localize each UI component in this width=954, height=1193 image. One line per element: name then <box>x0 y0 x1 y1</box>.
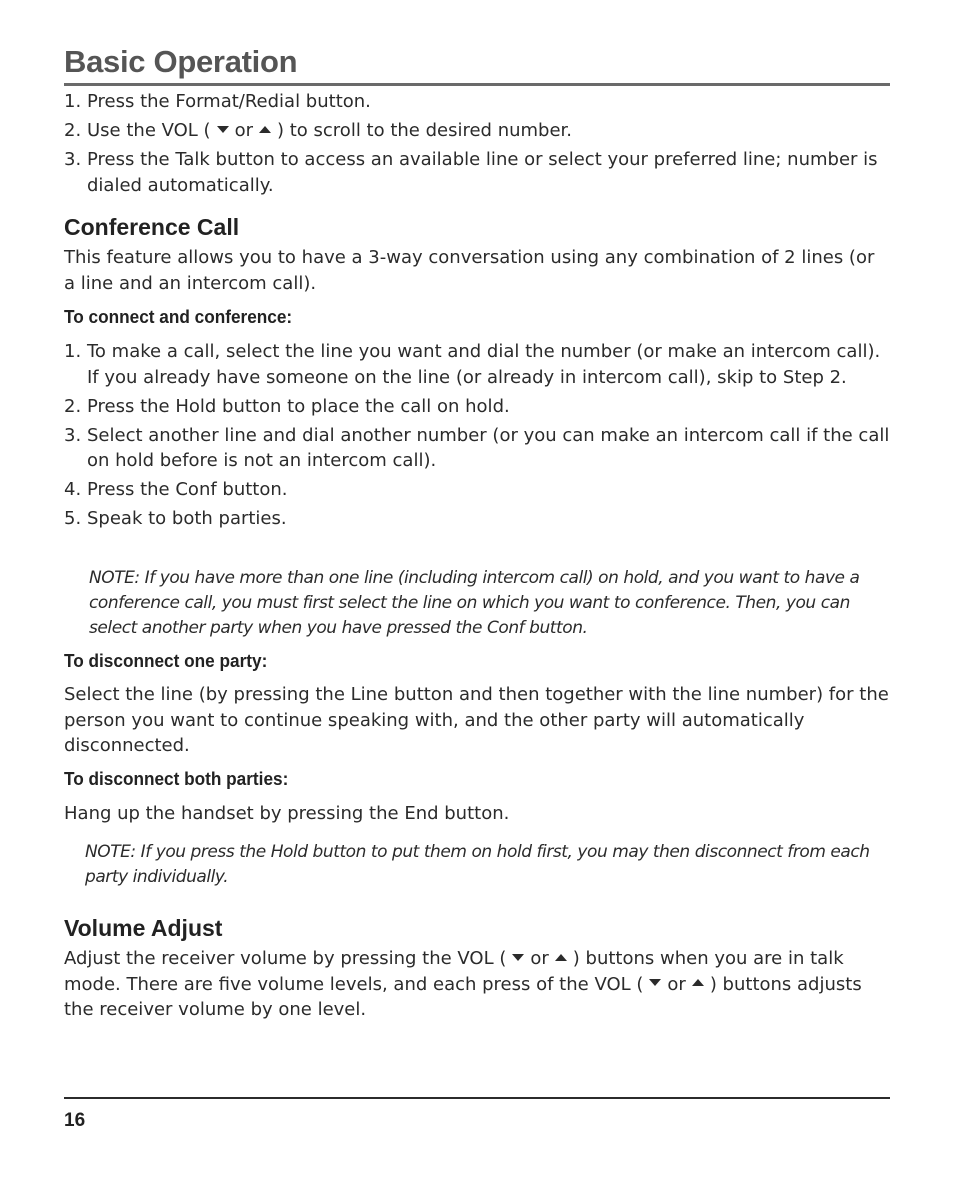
note-conference: NOTE: If you have more than one line (including intercom call) on hold, and you want to have a conference call, you must first select the line on which you want to conference. Then, you can select another party when you have pressed the Conf button. <box>89 568 860 638</box>
volume-down-icon <box>649 979 661 986</box>
volume-up-icon <box>692 979 704 986</box>
title-divider <box>64 83 890 86</box>
list-item: 1. To make a call, select the line you want and dial the number (or make an intercom call). If you already have someone on the line (or already in intercom call), skip to Step 2. <box>64 341 881 388</box>
section-heading-conference-call: Conference Call <box>64 214 240 240</box>
subheading-disconnect-both: To disconnect both parties: <box>64 768 289 789</box>
volume-up-icon <box>259 126 271 133</box>
list-item: 3. Press the Talk button to access an available line or select your preferred line; number is dialed automatically. <box>64 149 878 196</box>
list-item: 3. Select another line and dial another number (or you can make an intercom call if the call on hold before is not an intercom call). <box>64 424 890 471</box>
list-item: 1. Press the Format/Redial button. <box>64 91 371 112</box>
disconnect-one-text: Select the line (by pressing the Line button and then together with the line number) for the person you want to continue speaking with, and the other party will automatically disconnected. <box>64 684 889 756</box>
volume-up-icon <box>555 954 567 961</box>
redial-steps <box>64 89 890 198</box>
list-item: 4. Press the Conf button. <box>64 479 288 500</box>
subheading-disconnect-one: To disconnect one party: <box>64 650 268 671</box>
list-item: 5. Speak to both parties. <box>64 508 287 529</box>
conference-steps <box>64 339 890 532</box>
volume-down-icon <box>217 126 229 133</box>
page-number: 16 <box>64 1110 86 1131</box>
list-item: 2. Use the VOL ( or ) to scroll to the desired number. <box>64 120 573 141</box>
disconnect-both-text: Hang up the handset by pressing the End button. <box>64 803 510 824</box>
note-hold: NOTE: If you press the Hold button to put them on hold first, you may then disconnect from each party individually. <box>85 842 870 887</box>
volume-text: Adjust the receiver volume by pressing the VOL ( or ) buttons when you are in talk mode. There are five volume levels, and each press of the VOL ( or ) buttons adjusts the receiver volume by one level. <box>64 948 862 1020</box>
subheading-connect: To connect and conference: <box>64 306 293 327</box>
conference-intro: This feature allows you to have a 3-way conversation using any combination of 2 lines (or a line and an intercom call). <box>64 247 875 294</box>
page-title: Basic Operation <box>64 44 298 79</box>
section-heading-volume-adjust: Volume Adjust <box>64 915 223 941</box>
footer-divider <box>64 1097 890 1099</box>
volume-down-icon <box>512 954 524 961</box>
list-item: 2. Press the Hold button to place the call on hold. <box>64 395 510 417</box>
